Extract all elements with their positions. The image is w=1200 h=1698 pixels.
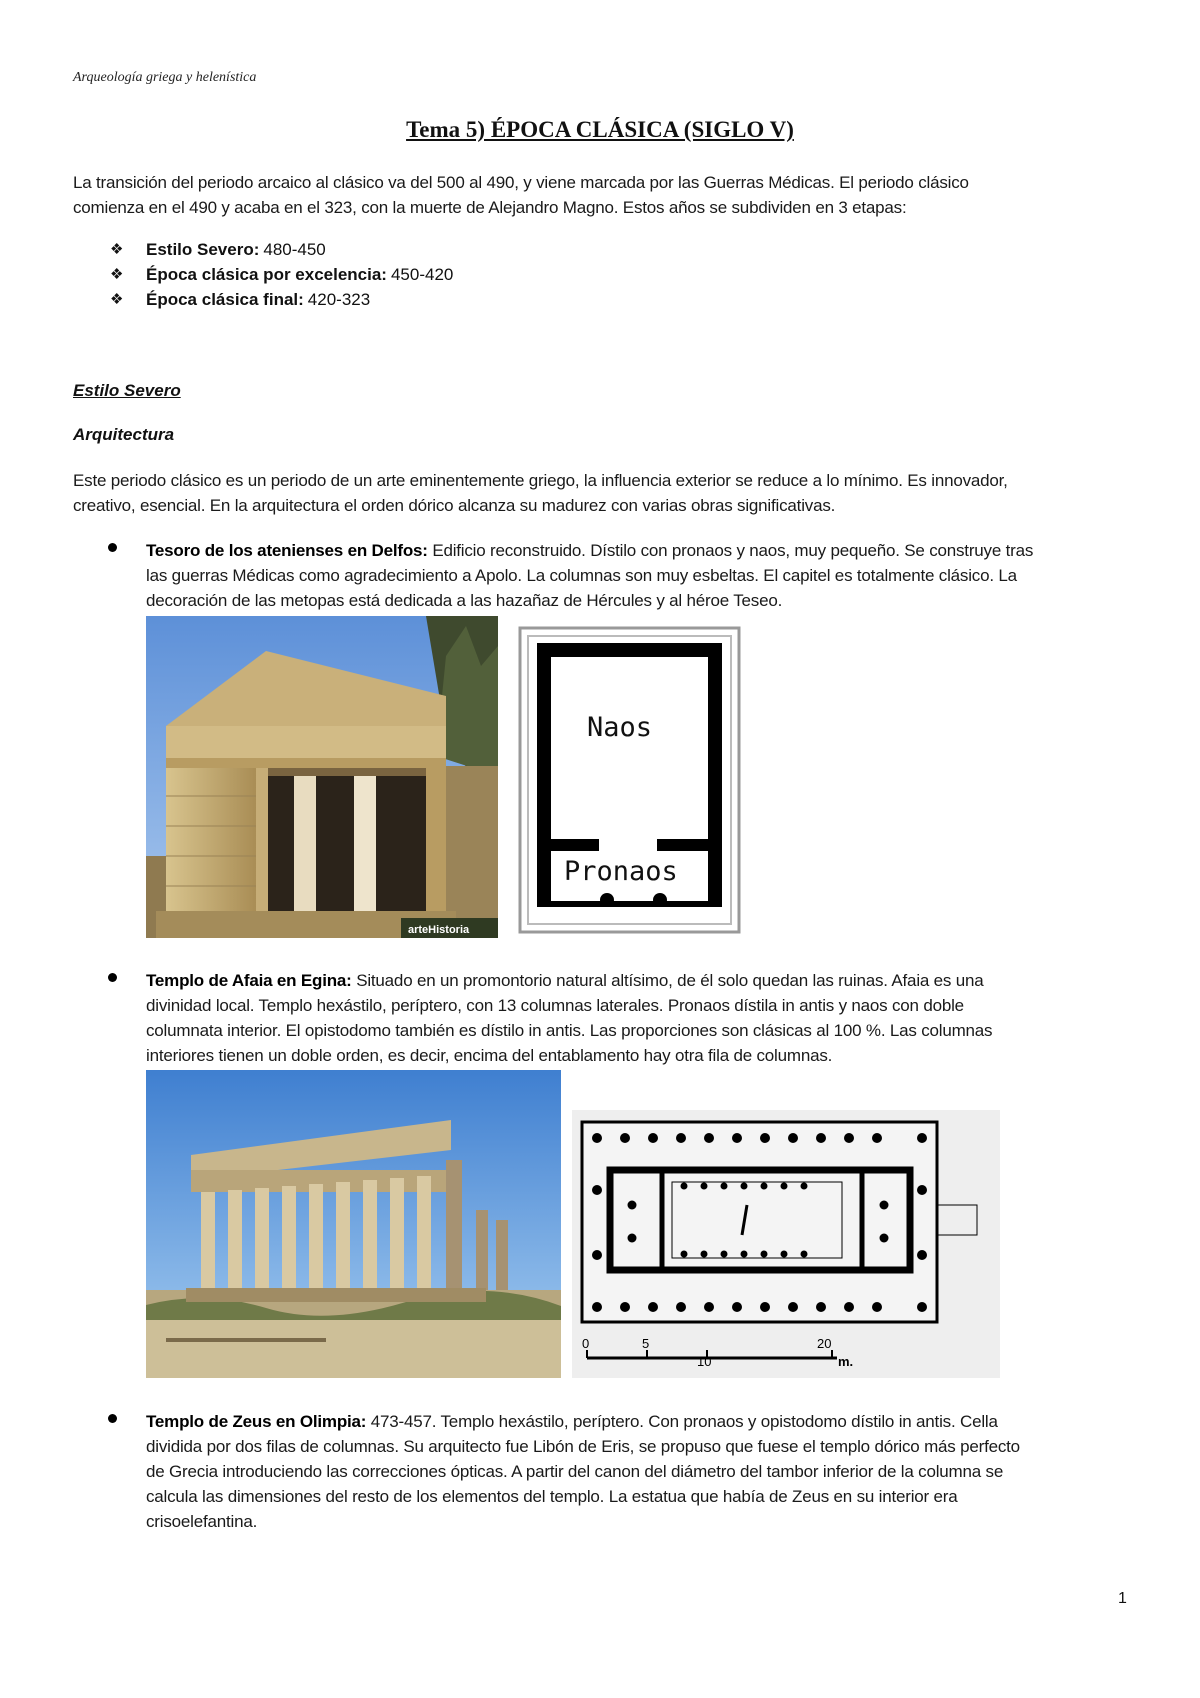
monument-text-line: crisoelefantina. — [146, 1512, 258, 1531]
stage-years: 420-323 — [307, 290, 371, 309]
diamond-bullet-icon: ❖ — [110, 266, 124, 283]
monument-entry — [146, 538, 1136, 613]
monument-name: Templo de Zeus en Olimpia: — [146, 1412, 367, 1431]
page-number: 1 — [1118, 1590, 1127, 1607]
monument-text-line: divinidad local. Templo hexástilo, períptero, con 13 columnas laterales. Pronaos dístila in antis y naos con doble — [146, 996, 964, 1015]
intro-paragraph — [73, 170, 1133, 220]
arch-intro-line: creativo, esencial. En la arquitectura el orden dórico alcanza su madurez con varias obras significativas. — [73, 496, 836, 515]
monument-entry — [146, 1409, 1136, 1534]
stage-item — [110, 287, 453, 312]
round-bullet-icon — [108, 543, 114, 549]
diamond-bullet-icon: ❖ — [110, 241, 124, 258]
scale-label: 20 — [817, 1336, 832, 1351]
monument-name: Templo de Afaia en Egina: — [146, 971, 352, 990]
plan-label-naos: Naos — [587, 712, 653, 743]
round-bullet-icon — [108, 973, 114, 979]
monument-text-line: calcula las dimensiones del resto de los elementos del templo. La estatua que había de Zeus en su interior era — [146, 1487, 958, 1506]
stage-years: 450-420 — [390, 265, 454, 284]
stage-years: 480-450 — [263, 240, 326, 259]
monument-text-line: de Grecia introduciendo las correcciones ópticas. A partir del canon del diámetro del tambor inferior de la columna se — [146, 1462, 1004, 1481]
photo-watermark: arteHistoria — [408, 924, 470, 936]
intro-line: comienza en el 490 y acaba en el 323, con la muerte de Alejandro Magno. Estos años se subdividen en 3 etapas: — [73, 198, 907, 217]
stage-name: Época clásica final: — [146, 290, 304, 309]
arch-intro-line: Este periodo clásico es un periodo de un arte eminentemente griego, la influencia exterior se reduce a lo mínimo. Es innovador, — [73, 471, 1008, 490]
stage-item — [110, 237, 453, 262]
scale-unit: m. — [838, 1354, 854, 1369]
intro-line: La transición del periodo arcaico al clásico va del 500 al 490, y viene marcada por las Guerras Médicas. El periodo clásico — [73, 173, 969, 192]
monument-text-line: las guerras Médicas como agradecimiento a Apolo. La columnas son muy esbeltas. El capitel es totalmente clásico. La — [146, 566, 1017, 585]
monument-text-line: columnata interior. El opistodomo también es dístilo in antis. Las proporciones son clásicas al 100 %. Las columnas — [146, 1021, 993, 1040]
scale-label: 10 — [697, 1354, 712, 1369]
stage-name: Estilo Severo: — [146, 240, 260, 259]
stages-list — [110, 237, 453, 312]
monument-text-line: decoración de las metopas está dedicada a las hazañaz de Hércules y al héroe Teseo. — [146, 591, 783, 610]
treasury-photo — [146, 616, 498, 938]
afaia-plan — [572, 1110, 1000, 1378]
scale-label: 5 — [642, 1336, 650, 1351]
monument-entry — [146, 968, 1136, 1068]
monument-name: Tesoro de los atenienses en Delfos: — [146, 541, 428, 560]
diamond-bullet-icon: ❖ — [110, 291, 124, 308]
monument-text-line: interiores tienen un doble orden, es decir, encima del entablamento hay otra fila de columnas. — [146, 1046, 833, 1065]
page-title: Tema 5) ÉPOCA CLÁSICA (SIGLO V) — [406, 117, 794, 142]
stage-name: Época clásica por excelencia: — [146, 265, 387, 284]
scale-label: 0 — [582, 1336, 590, 1351]
subsection-heading: Arquitectura — [73, 425, 175, 444]
plan-label-pronaos: Pronaos — [564, 856, 678, 887]
running-header: Arqueología griega y helenística — [73, 70, 257, 85]
section-heading: Estilo Severo — [73, 381, 181, 400]
monument-text-line: 473-457. Templo hexástilo, períptero. Con pronaos y opistodomo dístilo in antis. Cella — [370, 1412, 998, 1431]
round-bullet-icon — [108, 1414, 114, 1420]
arch-intro-paragraph — [73, 468, 1133, 518]
monument-text-line: dividida por dos filas de columnas. Su arquitecto fue Libón de Eris, se propuso que fuese el templo dórico más perfecto — [146, 1437, 1020, 1456]
monument-text-line: Edificio reconstruido. Dístilo con pronaos y naos, muy pequeño. Se construye tras — [432, 541, 1034, 560]
treasury-plan — [517, 625, 742, 935]
stage-item — [110, 262, 453, 287]
afaia-photo — [146, 1070, 561, 1378]
monument-text-line: Situado en un promontorio natural altísimo, de él solo quedan las ruinas. Afaia es una — [356, 971, 984, 990]
